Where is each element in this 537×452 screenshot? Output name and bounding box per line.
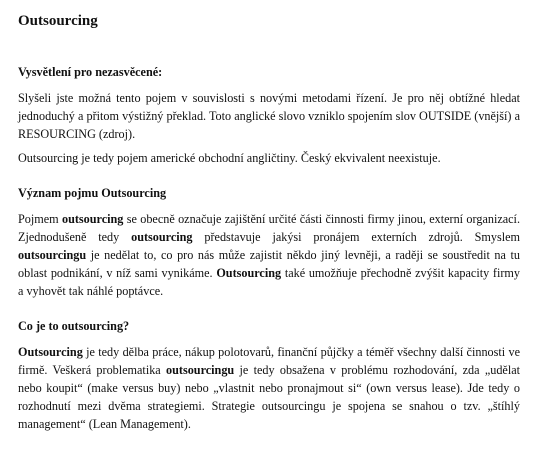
paragraph: Slyšeli jste možná tento pojem v souvislosti s novými metodami řízení. Je pro něj obtížné hledat jednoduchý a přitom výstižný překlad. Toto anglické slovo vzniklo spojením slov OUTSIDE (vnější) a RESOURCING (zdroj).	[18, 91, 520, 141]
section-heading: Co je to outsourcing?	[18, 319, 130, 333]
emphasized-term: Outsourcing	[18, 345, 83, 359]
paragraph-text: také umožňuje přechodně zvýšit kapacity firmy a vyhovět tak náhlé poptávce.	[18, 266, 520, 298]
emphasized-term: Outsourcing	[216, 266, 282, 280]
paragraph-text: představuje jakýsi pronájem externích zdrojů. Smyslem	[192, 230, 520, 244]
section-what-is	[18, 318, 520, 433]
emphasized-term: outsourcingu	[166, 363, 235, 377]
paragraph-text: je tedy dělba práce, nákup polotovarů, finanční půjčky a téměř všechny další činnosti ve firmě. Veškerá problematika	[18, 345, 520, 377]
emphasized-term: outsourcing	[61, 212, 124, 226]
paragraph	[18, 210, 520, 300]
paragraph: Outsourcing je tedy pojem americké obchodní angličtiny. Český ekvivalent neexistuje.	[18, 151, 441, 165]
section-explanation	[18, 64, 520, 167]
document-title: Outsourcing	[18, 13, 98, 29]
section-heading: Vysvětlení pro nezasvěcené:	[18, 65, 163, 79]
paragraph-text: je tedy obsažena v problému rozhodování, zda „udělat nebo koupit“ (make versus buy) nebo „vlastnit nebo pronajmout si“ (own versus lease). Jde tedy o rozhodnutí mezi dvěma strategiemi. Strategie outsourcingu je spojena se snahou o tzv. „štíhlý management“ (Lean Management).	[18, 363, 521, 431]
emphasized-term: outsourcing	[131, 230, 193, 244]
paragraph	[18, 343, 520, 433]
emphasized-term: outsourcingu	[18, 248, 87, 262]
section-heading: Význam pojmu Outsourcing	[18, 186, 167, 200]
section-meaning	[18, 185, 520, 300]
paragraph-text: se obecně označuje zajištění určité části činnosti firmy jinou, externí organizací. Zjednodušeně tedy	[18, 212, 520, 244]
paragraph-text: Pojmem	[18, 212, 62, 226]
paragraph-text: je nedělat to, co pro nás může zajistit někdo jiný levněji, a raději se soustředit na tu oblast podnikání, v níž sami vynikáme.	[18, 248, 520, 280]
